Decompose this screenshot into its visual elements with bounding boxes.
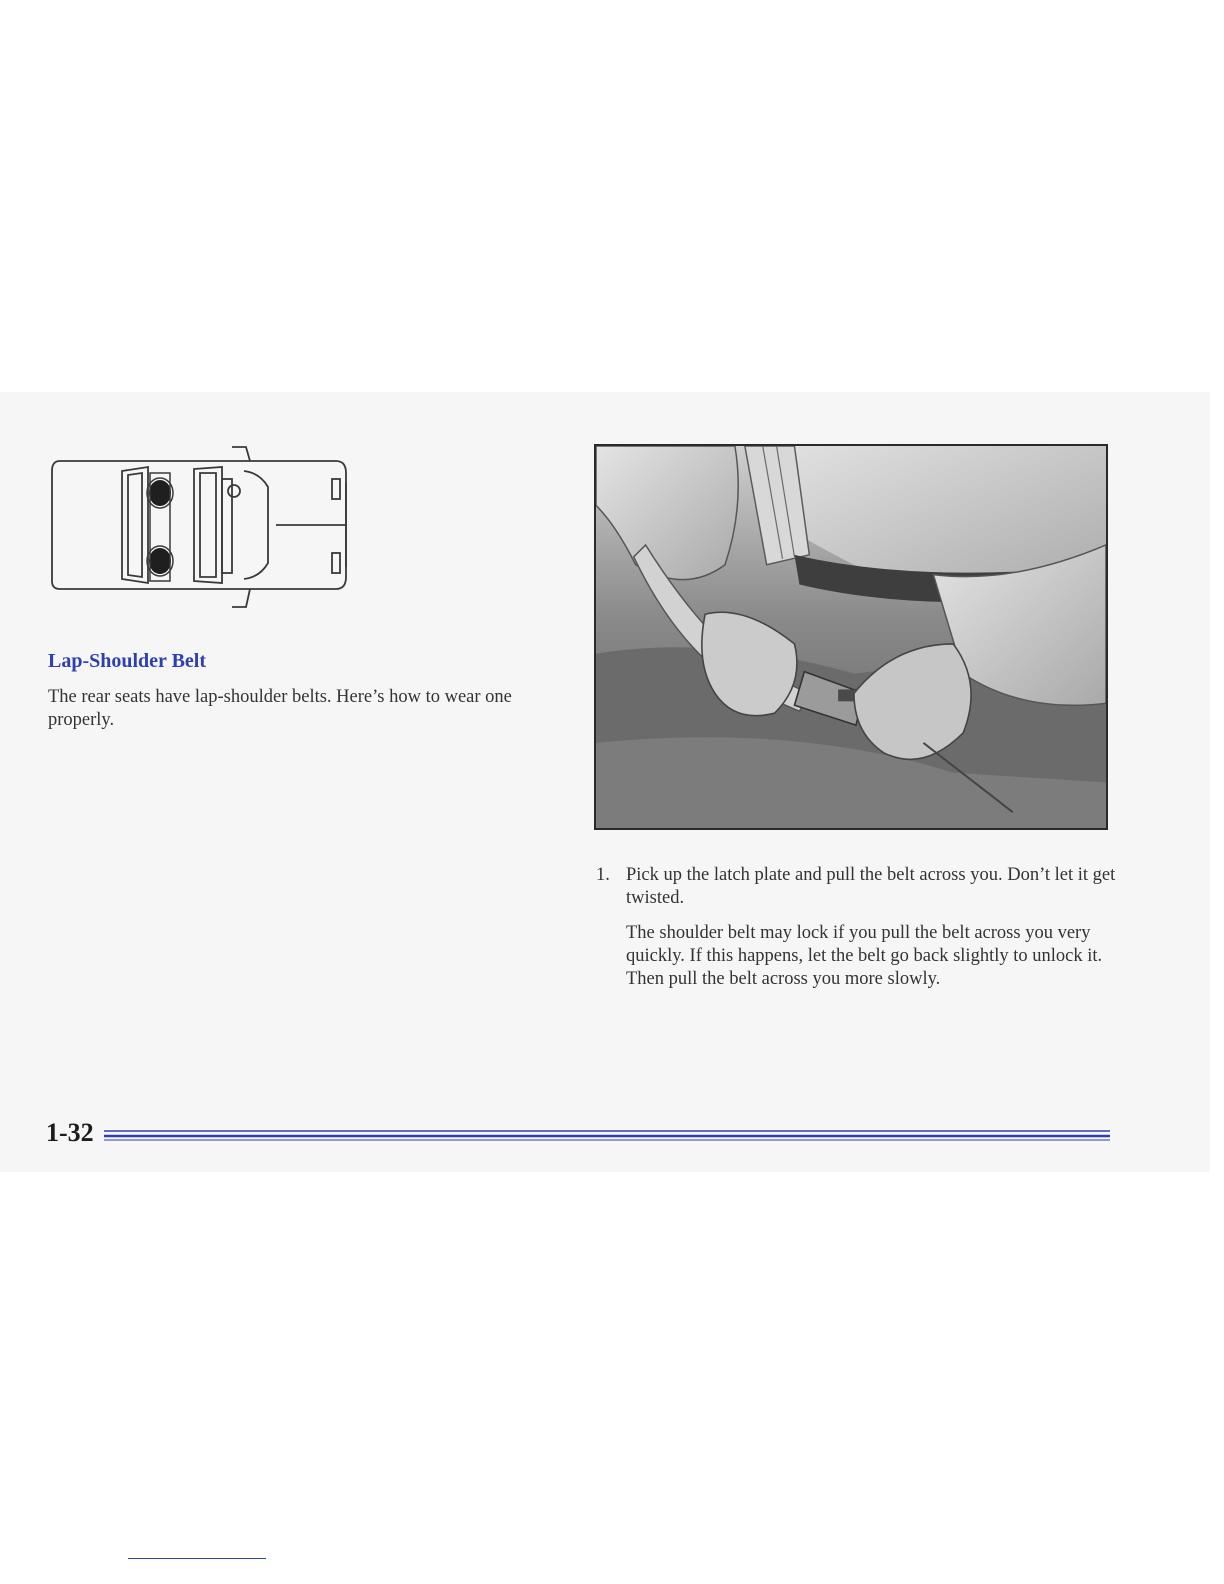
instruction-steps — [596, 864, 1116, 991]
step-text: Pick up the latch plate and pull the belt across you. Don’t let it get twisted. — [626, 865, 1116, 908]
step-number: 1. — [596, 865, 610, 885]
step-note: The shoulder belt may lock if you pull the belt across you very quickly. If this happens, let the belt go back slightly to unlock it. Then pull the belt across you more slowly. — [626, 923, 1103, 989]
footer-rule — [104, 1128, 1110, 1142]
occupant-head-left — [147, 478, 173, 508]
section-heading: Lap-Shoulder Belt — [48, 650, 206, 672]
buckling-belt-photo — [594, 444, 1108, 830]
bottom-rule — [128, 1558, 266, 1559]
occupant-head-right — [147, 546, 173, 576]
step-item — [596, 864, 1116, 910]
intro-paragraph: The rear seats have lap-shoulder belts. Here’s how to wear one properly. — [48, 687, 512, 730]
page-number: 1-32 — [46, 1118, 94, 1147]
vehicle-top-view-diagram — [46, 443, 358, 613]
